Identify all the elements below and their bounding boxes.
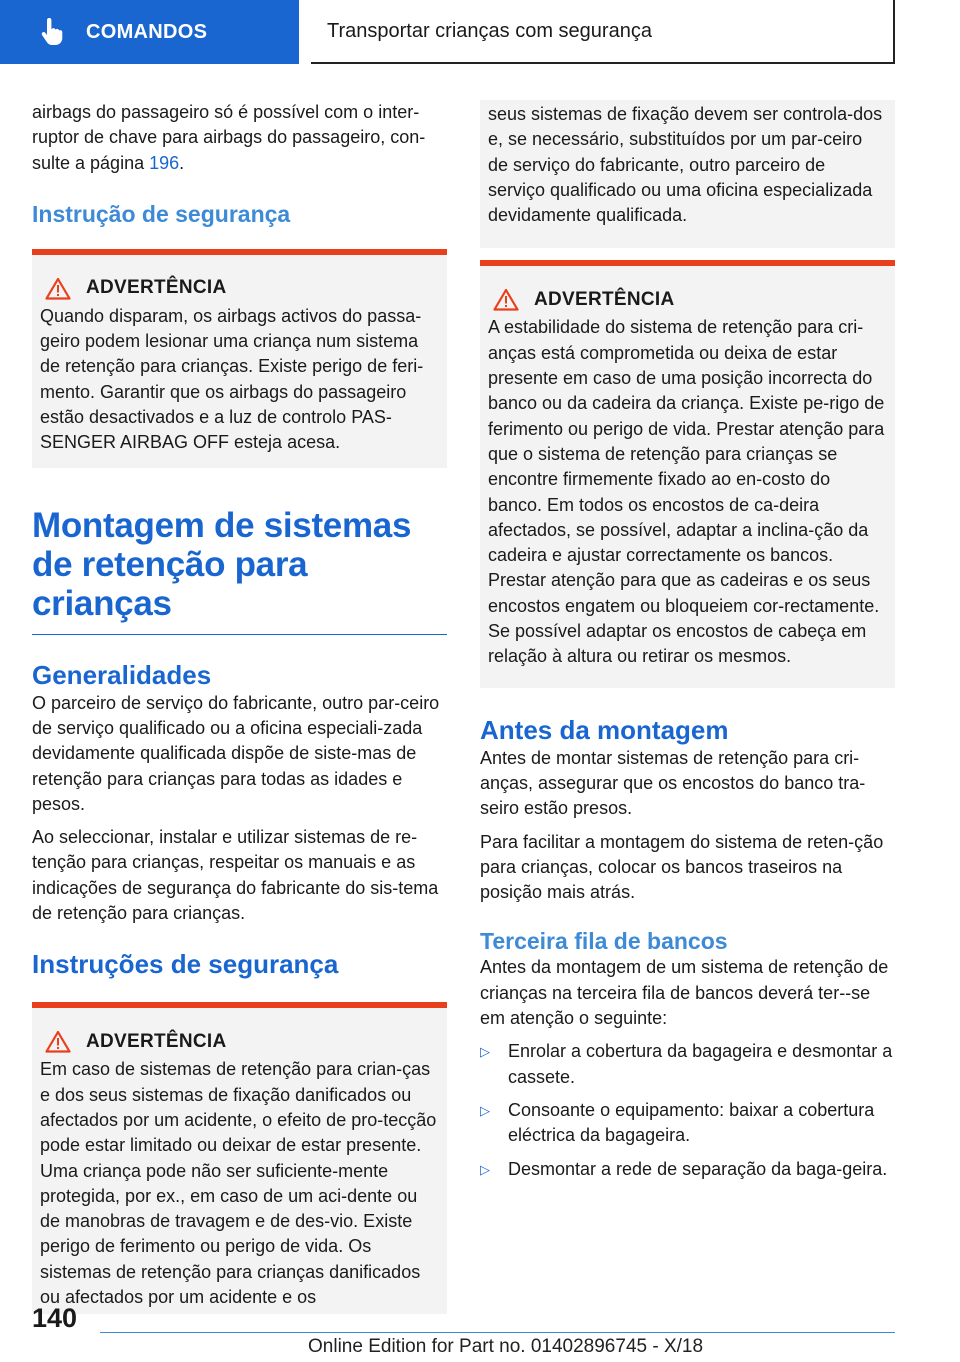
page-link[interactable]: 196	[149, 152, 180, 173]
warning-text-continued: seus sistemas de fixação devem ser controla‐dos e, se necessário, substituídos por um par‐ceiro de serviço do fabricante, outro parceiro de serviço qualificado ou uma oficina especializada devidamente qualificada.	[488, 104, 883, 226]
warning-continuation	[480, 100, 895, 248]
paragraph-generalidades-1: O parceiro de serviço do fabricante, outro par‐ceiro de serviço qualificado ou a oficina especiali‐zada devidamente qualificada dispõe de siste‐mas de retenção para crianças para todas as idades e pesos.	[32, 692, 440, 814]
list-item: ▷ Consoante o equipamento: baixar a cobertura eléctrica da bagageira.	[480, 1098, 895, 1149]
triangle-bullet-icon: ▷	[480, 1102, 490, 1118]
warning-text: A estabilidade do sistema de retenção para cri‐anças está comprometida ou deixa de estar presente em caso de uma posição incorrecta do banco ou da cadeira da criança. Existe pe‐rigo de ferimento ou perigo de vida. Prestar atenção para que o sistema de retenção para crianças se encontre firmemente fixado ao en‐costo do banco. Em todos os encostos de ca‐deira afectados, se possível, adaptar a inclina‐ção da cadeira e ajustar correctamente os bancos. Prestar atenção para que as cadeiras e os seus encostos engatem ou bloqueiem cor‐rectamente. Se possível adaptar os encostos de cabeça em relação à altura ou retirar os mesmos.	[488, 317, 885, 667]
warning-title: ADVERTÊNCIA	[534, 288, 675, 310]
list-item: ▷ Enrolar a cobertura da bagageira e desmontar a cassete.	[480, 1039, 895, 1090]
list-item: ▷ Desmontar a rede de separação da baga‐geira.	[480, 1157, 895, 1182]
warning-box-stability	[480, 260, 895, 687]
warning-title: ADVERTÊNCIA	[86, 277, 227, 299]
warning-text: Em caso de sistemas de retenção para crian‐ças e dos seus sistemas de fixação danificados ou afectados por um acidente, o efeito de pro‐tecção pode estar limitado ou deixar de estar presente. Uma criança pode não ser suficiente‐mente protegida, por ex., em caso de um aci‐dente ou de manobras de travagem e de des‐vio. Existe perigo de ferimento ou perigo de vida. Os sistemas de retenção para crianças danificados ou afectados por um acidente e os	[40, 1059, 437, 1308]
warning-box-damaged	[32, 1002, 447, 1314]
heading-instrucao: Instrução de segurança	[32, 200, 291, 227]
paragraph-antes-2: Para facilitar a montagem do sistema de reten‐ção para crianças, colocar os bancos traseiros na posição mais atrás.	[480, 831, 884, 903]
heading-generalidades: Generalidades	[32, 659, 212, 690]
paragraph-antes-1: Antes de montar sistemas de retenção para cri‐anças, assegurar que os encostos do banco tra‐seiro estão presos.	[480, 747, 866, 819]
warning-text: Quando disparam, os airbags activos do passa‐geiro podem lesionar uma criança num sistema de retenção para crianças. Existe perigo de feri‐mento. Garantir que os airbags do passageiro estão desactivados e a luz de controlo PAS‐SENGER AIRBAG OFF esteja acesa.	[40, 305, 424, 453]
triangle-bullet-icon: ▷	[480, 1044, 490, 1060]
heading-terceira: Terceira fila de bancos	[480, 928, 728, 955]
heading-antes: Antes da montagem	[480, 714, 729, 745]
chapter-header	[311, 0, 895, 64]
paragraph-terceira: Antes da montagem de um sistema de retenção de crianças na terceira fila de bancos deverá ter‐-se em atenção o seguinte:	[480, 957, 889, 1029]
right-column	[480, 100, 895, 1190]
warning-box-airbag	[32, 249, 447, 468]
warning-triangle-icon	[493, 288, 519, 311]
warning-triangle-icon	[45, 277, 71, 300]
left-column	[32, 100, 447, 1314]
warning-triangle-icon	[45, 1030, 71, 1053]
footer-edition: Online Edition for Part no. 01402896745 - X/18	[308, 1336, 704, 1357]
triangle-bullet-icon: ▷	[480, 1161, 490, 1177]
page-number: 140	[32, 1303, 78, 1333]
section-tab	[0, 0, 299, 64]
intro-paragraph: airbags do passageiro só é possível com o inter‐ruptor de chave para airbags do passageiro, con‐sulte a página 196.	[32, 102, 426, 173]
footer-rule	[100, 1332, 895, 1333]
chapter-title: Transportar crianças com segurança	[327, 19, 652, 42]
hand-pointer-icon	[40, 18, 66, 46]
heading-instrucoes: Instruções de segurança	[32, 949, 339, 980]
heading-rule	[32, 634, 447, 635]
paragraph-generalidades-2: Ao seleccionar, instalar e utilizar sistemas de re‐tenção para crianças, respeitar os manuais e as indicações de segurança do fabricante do sis‐tema de retenção para crianças.	[32, 827, 439, 924]
heading-montagem: Montagem de sistemas de retenção para crianças	[32, 505, 412, 623]
warning-title: ADVERTÊNCIA	[86, 1030, 227, 1052]
section-title: COMANDOS	[86, 20, 208, 43]
